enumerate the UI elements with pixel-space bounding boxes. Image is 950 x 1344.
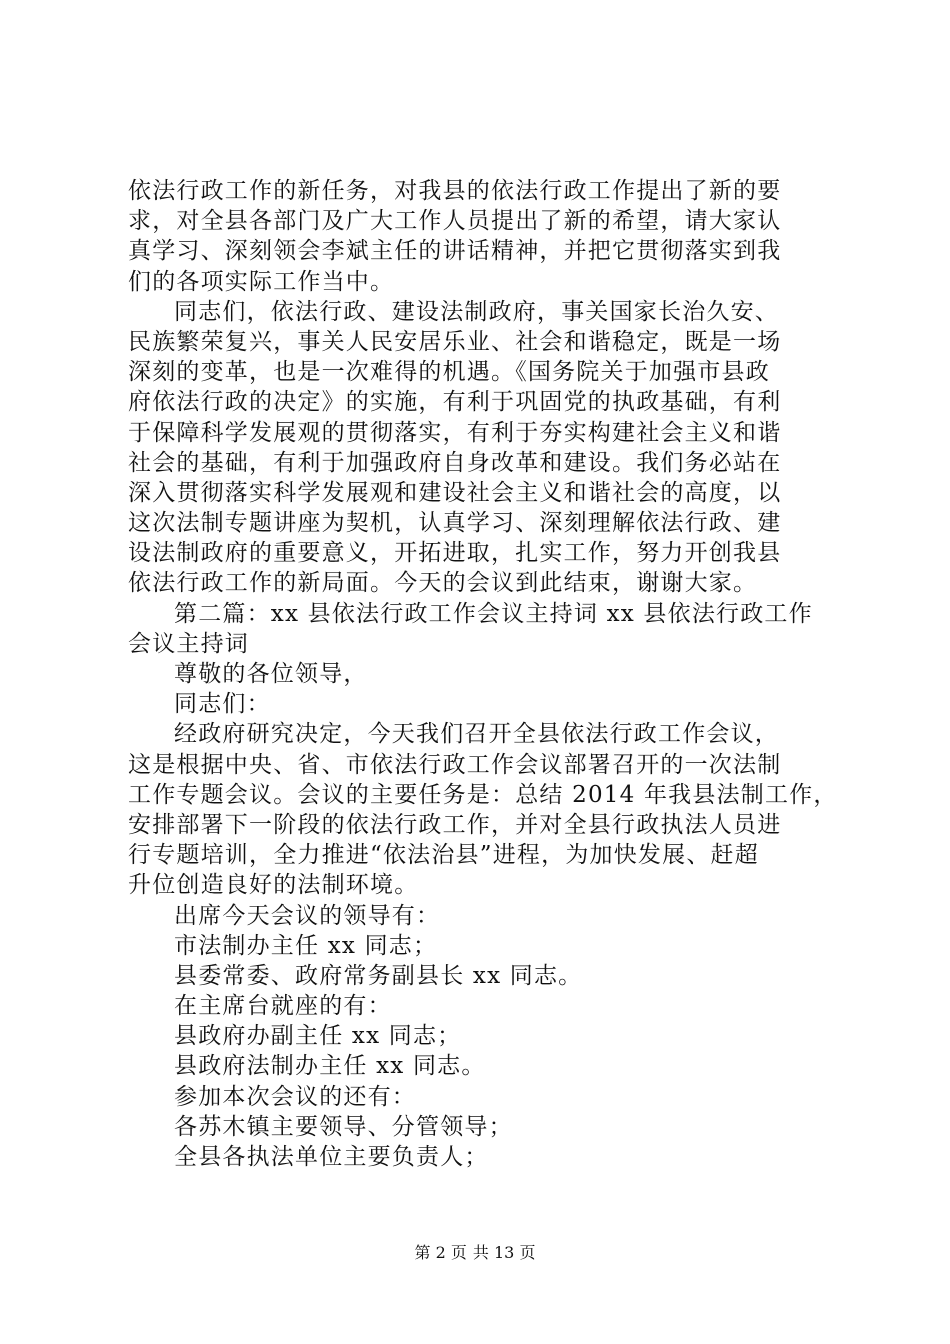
text-line: 们的各项实际工作当中。 (128, 268, 395, 295)
text-line: 在主席台就座的有： (174, 993, 392, 1020)
text-line: 县政府办副主任 xx 同志； (174, 1023, 462, 1050)
page-number: 第 2 页 (414, 1243, 467, 1262)
text-line: 这次法制专题讲座为契机，认真学习、深刻理解依法行政、建 (128, 510, 782, 537)
text-line: 各苏木镇主要领导、分管领导； (174, 1113, 513, 1140)
section-heading-line: 会议主持词 (128, 630, 249, 657)
text-line: 于保障科学发展观的贯彻落实，有利于夯实构建社会主义和谐 (128, 419, 782, 446)
text-line: 县政府法制办主任 xx 同志。 (174, 1053, 486, 1080)
text-line: 行专题培训，全力推进“依法治县”进程，为加快发展、赶超 (128, 842, 759, 869)
text-line: 求，对全县各部门及广大工作人员提出了新的希望，请大家认 (128, 208, 782, 235)
text-line: 同志们，依法行政、建设法制政府，事关国家长治久安、 (174, 298, 779, 325)
page-footer (0, 1243, 950, 1263)
text-line: 深刻的变革，也是一次难得的机遇。《国务院关于加强市县政 (128, 359, 770, 386)
total-pages: 共 13 页 (472, 1243, 536, 1262)
text-line: 安排部署下一阶段的依法行政工作，并对全县行政执法人员进 (128, 811, 782, 838)
text-line: 府依法行政的决定》的实施，有利于巩固党的执政基础，有利 (128, 389, 782, 416)
text-line: 同志们： (174, 691, 271, 718)
text-line: 全县各执法单位主要负责人； (174, 1144, 489, 1170)
text-line: 设法制政府的重要意义，开拓进取，扎实工作，努力开创我县 (128, 540, 782, 567)
text-line: 依法行政工作的新局面。今天的会议到此结束，谢谢大家。 (128, 570, 758, 597)
text-line: 尊敬的各位领导， (174, 661, 368, 687)
text-line: 真学习、深刻领会李斌主任的讲话精神，并把它贯彻落实到我 (128, 238, 782, 265)
text-line: 依法行政工作的新任务，对我县的依法行政工作提出了新的要 (128, 178, 782, 204)
text-line: 这是根据中央、省、市依法行政工作会议部署召开的一次法制 (128, 751, 782, 778)
text-line: 升位创造良好的法制环境。 (128, 872, 419, 899)
text-line: 工作专题会议。会议的主要任务是：总结 2014 年我县法制工作， (128, 781, 838, 808)
text-line: 民族繁荣复兴，事关人民安居乐业、社会和谐稳定，既是一场 (128, 328, 782, 355)
text-line: 出席今天会议的领导有： (174, 902, 441, 929)
document-body (128, 176, 838, 1172)
text-line: 社会的基础，有利于加强政府自身改革和建设。我们务必站在 (128, 449, 782, 476)
text-line: 经政府研究决定，今天我们召开全县依法行政工作会议， (174, 721, 779, 748)
text-line: 县委常委、政府常务副县长 xx 同志。 (174, 962, 583, 989)
text-line: 深入贯彻落实科学发展观和建设社会主义和谐社会的高度，以 (128, 479, 782, 506)
text-line: 参加本次会议的还有： (174, 1083, 416, 1110)
section-heading-line: 第二篇：xx 县依法行政工作会议主持词 xx 县依法行政工作 (174, 600, 813, 627)
text-line: 市法制办主任 xx 同志； (174, 932, 438, 959)
